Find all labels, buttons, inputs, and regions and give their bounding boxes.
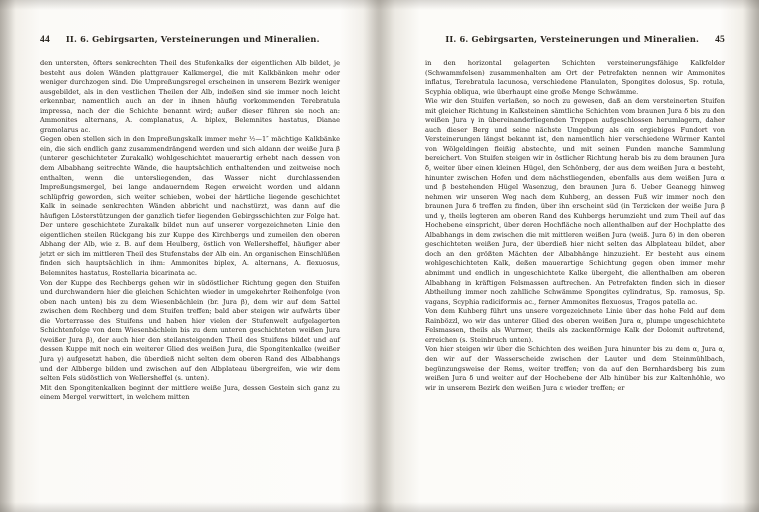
right-page-number: 45 bbox=[715, 35, 725, 45]
paragraph: in den horizontal gelagerten Schichten versteinerungsfähige Kalkfelder (Schwammfelsen) zusammenhalten am Ort der Petrefakten nennen wir Ammonites inflatus, Terebratula lacunosa, verschiedene Planulaten, Spongites dolosus, Sp. rotula, Scyphia obliqua, wie überhaupt eine große Menge Schwämme. bbox=[425, 59, 725, 96]
paragraph: Gegen oben stellen sich in den Impreßungskalk immer mehr ½—1″ mächtige Kalkbänke ein, die sich endlich ganz zusammendrängend werden und sich aldann der weiße Jura β (unterer geschichteter Zurakalk) wohlgeschichtet mauerartig erhebt nach dessen von dem Albabhang seitrechte Wände, die hauptsächlich enthaltenden und zeitweise noch enthalten, wenn die untersliegenden, das Wasser nicht durchlassenden Impreßungsmergel, bei lange andauerndem Regen erweicht worden und aldann schlüpfrig geworden, sich weiter schieben, wobei der härtliche liegende geschichtet Kalk in seinade senkrechten Wänden abbricht und nachstürzt, was dann auf die häufigen Lösterstützungen der ganzlich tiefer liegenden Gebirgsschichten zur Folge hat. Der untere geschichtete Zurakalk bildet nun auf unserer vorgezeichneten Linie den eigentlichen steilen Rückgang bis zur Kuppe des Kirchbergs und zumeilen den oberen Abhang der Alb, wie z. B. auf dem Heulberg, östlich von Wellersheffel, häufiger aber jetzt er sich im mittleren Theil des Stufenstabs der Alb ein. An organischen Einschlüßen finden sich hauptsächlich in ihm: Ammonites biplex, A. alternans, A. flexuosus, Belemnites hastatus, Rostellaria bicarinata ac. bbox=[40, 135, 340, 278]
left-page bbox=[40, 34, 340, 403]
right-page-body bbox=[425, 59, 725, 393]
left-running-head bbox=[40, 34, 340, 45]
paragraph: den untersten, öfters senkrechten Theil des Stufenkalks der eigentlichen Alb bildet, je besteht aus dolen Wänden plattgrauer Kalkmergel, die mit Kalkbänken mehr oder weniger durchzogen sind. Die Umpreßungsregel erscheinen in unserem Bezirk weniger ausgebildet, als in den vestlichen Theilen der Alb, indeßen sind sie immer noch leicht erkennbar, namentlich auch an der in ihnen häufig vorkommenden Terebratula impressa, nach der die Schichte benannt wird; außer dieser führen sie noch an: Ammonites alternans, A. complanatus, A. biplex, Belemnites hastatus, Dianae gramolarus ac. bbox=[40, 59, 340, 134]
paragraph: Von dem Kuhberg führt uns unsere vorgezeichnete Linie über das hohe Feld auf dem Rainbözzl, wo wir das unterer Glied des oberen weißen Jura α, plumpe ungeschichtete Felsmassen, theils als Wurmer, theils als zackenförmige Kalk der Dolomit auftretend, erreichen (s. Steinbruch unten). bbox=[425, 307, 725, 344]
paragraph: Von hier steigen wir über die Schichten des weißen Jura hinunter bis zu dem α, Jura α, den wir auf der Wasserscheide zwischen der Lauter und dem Steinmühlbach, begünzungsweise der Rems, weiter treffen; von da auf den Bernhardsberg bis zum weißen Jura δ und weiter auf der Hochebene der Alb hinüber bis zur Kaltenhöhle, wo wir in unserem Bezirk den weißen Jura ε wieder treffen; er bbox=[425, 345, 725, 392]
paragraph: Wie wir den Stuifen verlaßen, so noch zu gewesen, daß an dem versteinerten Stuifen mit gleicher Richtung in Kalksteinen sämtliche Schichten vom braunen Jura δ bis zu den weißen Jura γ in übereinanderliegenden Treppen aufgeschlossen herumlagern, daher auch dieser Berg und seine nächste Umgebung als ein ergiebiges Fundort von Versteinerungen längst bekannt ist, den namentlich hier verschiedene Würmer Kantel von Wölgeldingen fleißig abstechte, und mit seinen Funden manche Sammlung bereichert. Von Stuifen steigen wir in östlicher Richtung herab bis zu dem braunen Jura δ, weiter über einen kleinen Hügel, den Schönberg, der aus dem weißen Jura α besteht, hinunter zwischen Hofen und dem nächstliegenden, ebenfalls aus dem weißen Jura α und β bestehenden Hügel Wasenzug, den braunen Jura δ. Ueber Geanegg hinweg nehmen wir unseren Weg nach dem Kuhberg, an dessen Fuß wir immer noch den braunen Jura δ treffen zu finden, über ihn erscheint süd (in Terzicken der weiße Jura β und γ, theils legteren am oberen Rand des Kuhbergs herumzieht und zum Theil auf das Hochebene einspricht, über deren Hochfläche noch allenthalben auf der Hochplatte des Albabhangs in dem zwischen die mit mittleren weißen Jura (weiß. Jura δ) in den oberen geschichteten weißen Jura, der überdieß hier nicht selten das Albplateau bildet, aber doch an den größten Mächten der Albabhänge hinzuzieht. Er besteht aus einem wohlgeschichteten Kalk, deßen mauerartige Schichtung gegen oben immer mehr abnimmt und endlich in ungeschichtete Kalke übergeht, die allenthalben am oberen Albabhang in kräftigen Felsmassen auftrechen. An Petrefakten finden sich in dieser Abtheilung immer noch zahlliche Schwämme Spongites cylindratus, Sp. ramosus, Sp. vagans, Scyphia radiciformis ac., ferner Ammonites flexuosus, Tragos patella ac. bbox=[425, 97, 725, 306]
left-page-body bbox=[40, 59, 340, 403]
right-running-head bbox=[425, 34, 725, 45]
right-page bbox=[425, 34, 725, 393]
paragraph: Mit den Spongitenkalken beginnt der mittlere weiße Jura, dessen Gestein sich ganz zu einem Mergel verwittert, in welchem mitten bbox=[40, 383, 340, 402]
right-header-title: II. 6. Gebirgsarten, Versteinerungen und Mineralien. bbox=[445, 34, 700, 44]
left-page-number: 44 bbox=[40, 35, 50, 45]
left-header-title: II. 6. Gebirgsarten, Versteinerungen und Mineralien. bbox=[65, 34, 320, 44]
paragraph: Von der Kuppe des Rechbergs gehen wir in südöstlicher Richtung gegen den Stuifen und durchwandern hier die gleichen Schichten wieder in umgekehrter Reihenfolge (von oben nach unten) bis zu dem Wiesenbächlein (br. Jura β), dem wir auf dem Sattel zwischen dem Rechberg und dem Stuifen treffen; bald aber steigen wir aufwärts über die Vorterrasse des Stuifens und haben hier vielen der Stufenwelt aufgelagerten Schichtenfolge von dem Wiesenbächlein bis zu dem unteren geschichteten weißen Jura (weißer Jura β), der auch hier den steilansteigenden Theil des Stuifens bildet und auf dessen Kuppe mit noch ein weiterer Glied des weißen Jura, die Spongitenkalke (weißer Jura γ) aufgesetzt haben, die überdieß nicht selten dem oberen Rand des Albabhangs und der Albberge bilden und zwischen auf den Albplateau übergreifen, wie wir dem selten Fels südöstlich von Wellersheffel (s. unten). bbox=[40, 278, 340, 383]
